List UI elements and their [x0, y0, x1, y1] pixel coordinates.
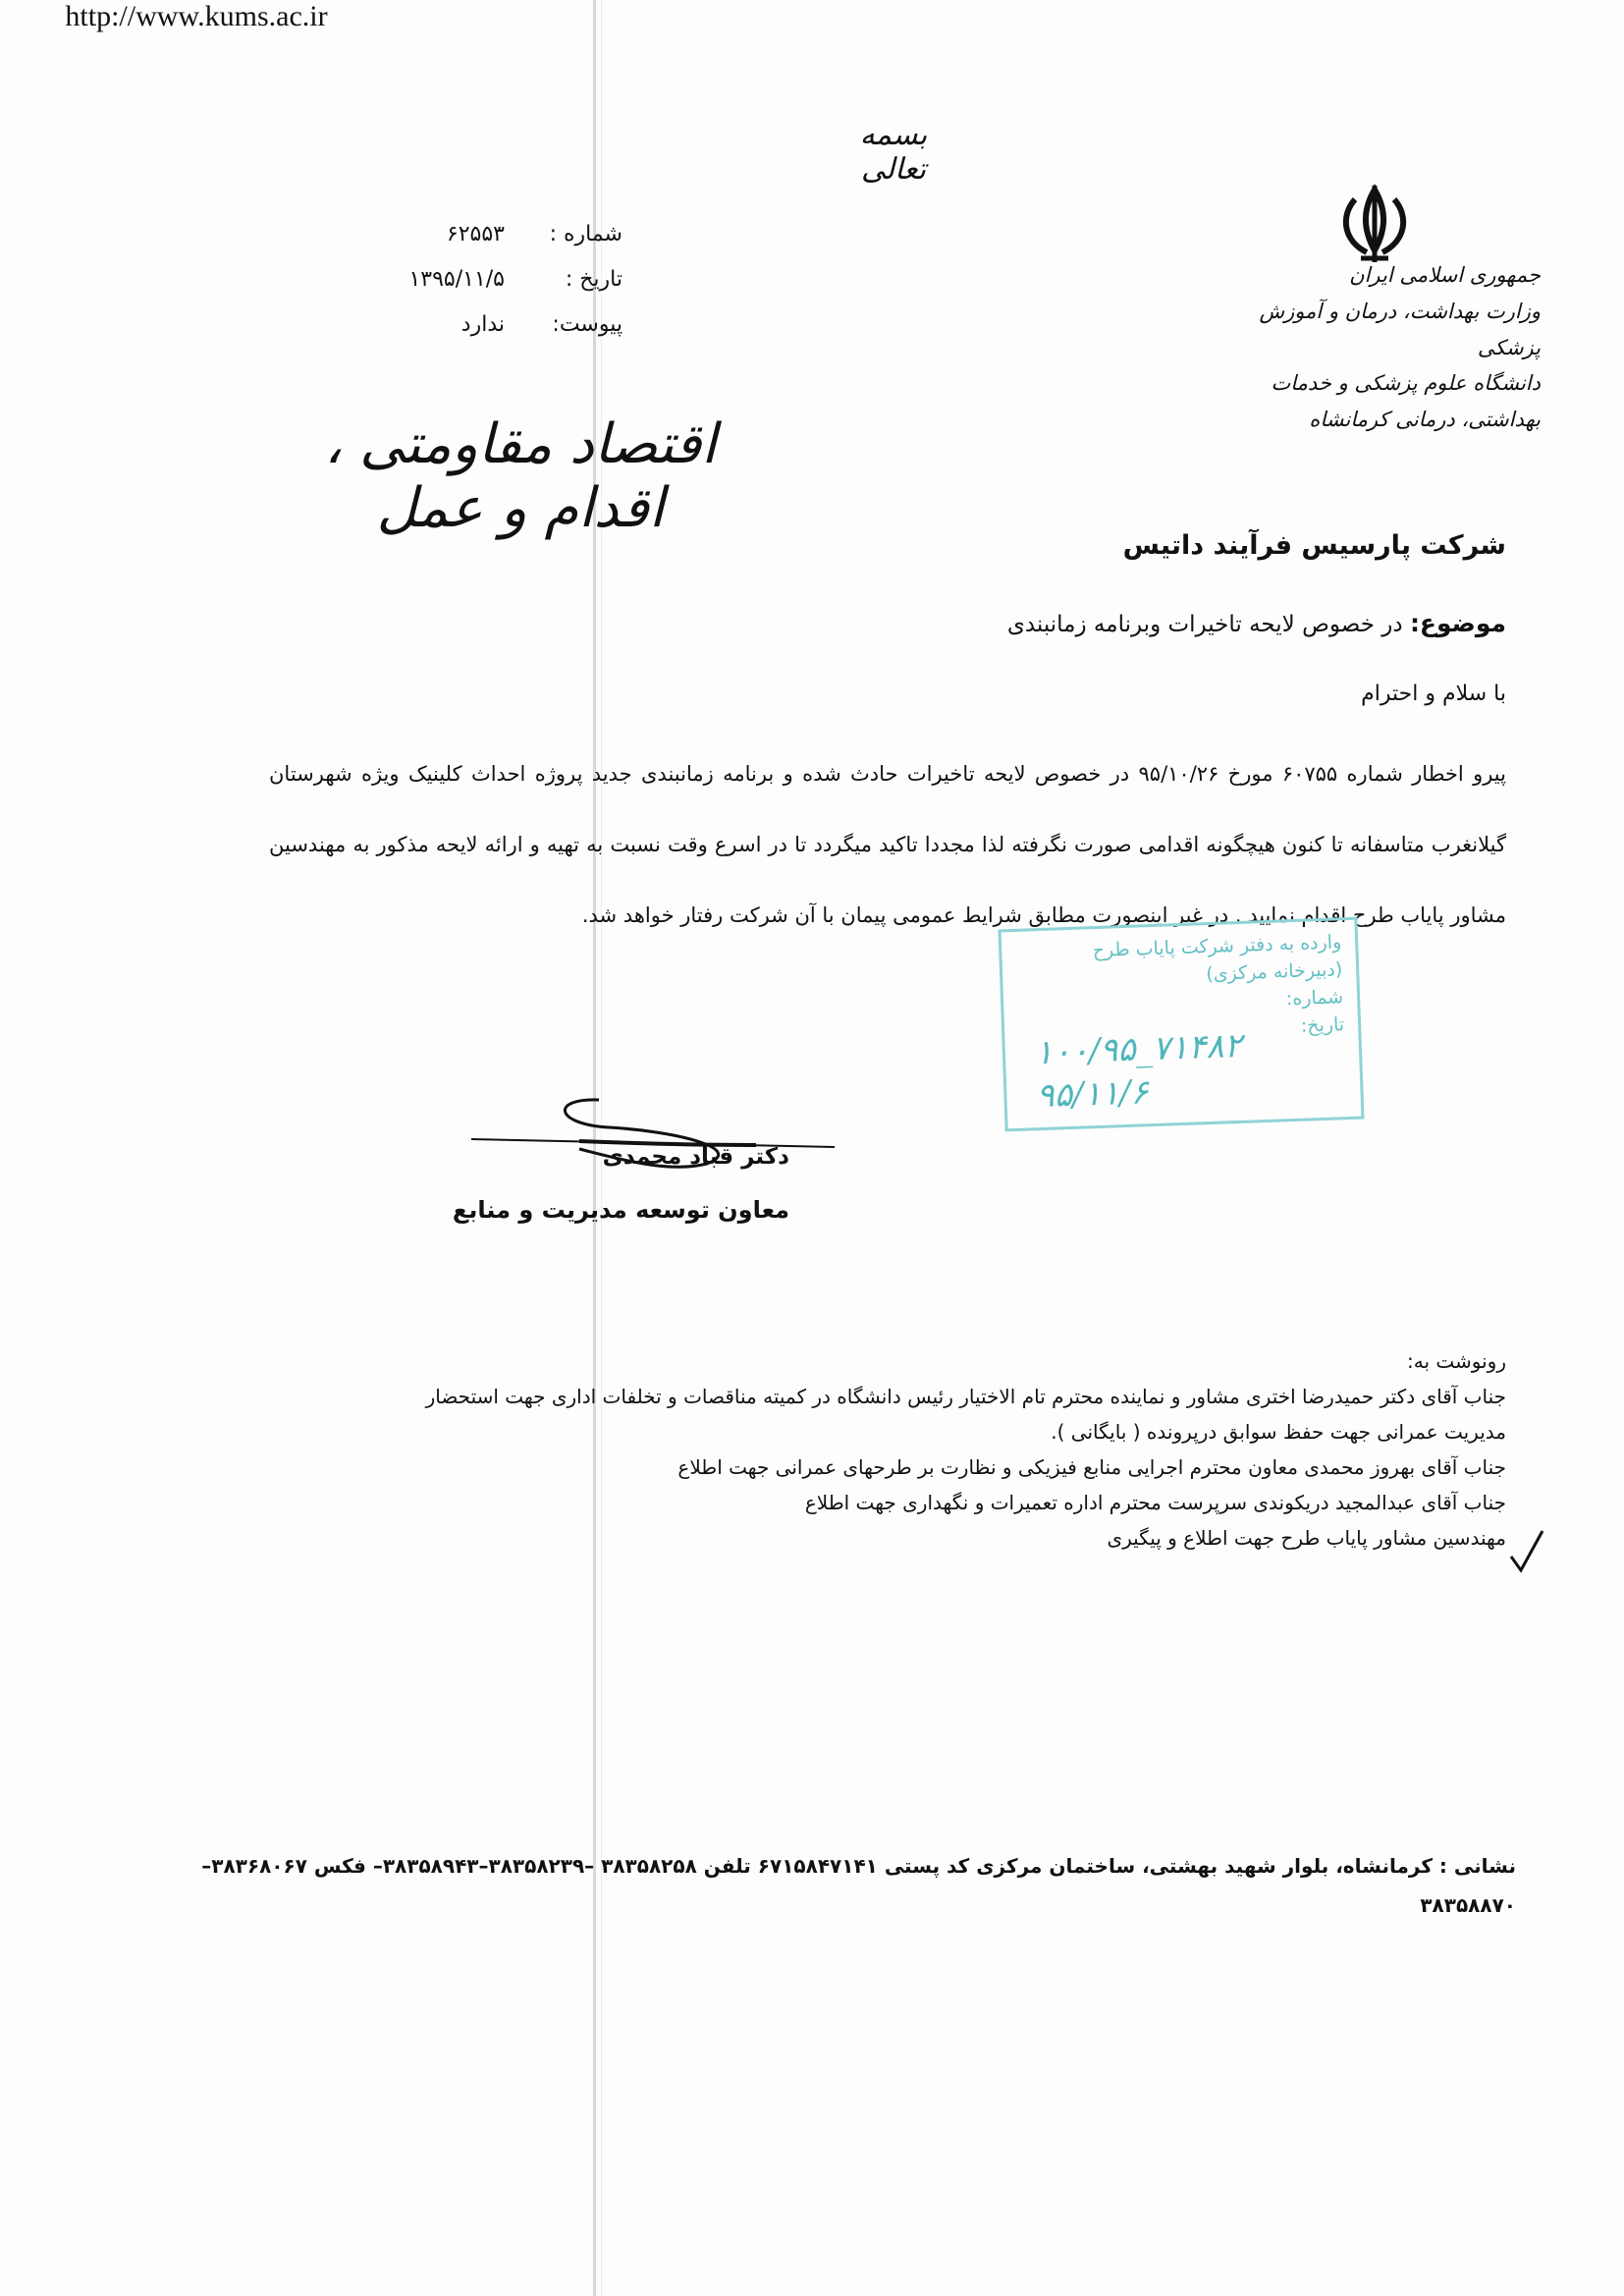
greeting: با سلام و احترام [1361, 682, 1506, 706]
signatory-name: دکتر قباد محمدی [602, 1144, 789, 1170]
address-line: ۳۸۳۵۸۸۷۰ [1420, 1893, 1516, 1917]
attachment-label: پیوست: [552, 312, 623, 337]
meta-number-row [289, 212, 623, 257]
cc-line: مهندسین مشاور پایاب طرح جهت اطلاع و پیگیری [1107, 1526, 1506, 1550]
stamp-line-office: وارده به دفتر شرکت پایاب طرح [1092, 931, 1342, 962]
cc-title: رونوشت به: [1407, 1349, 1506, 1373]
date-label: تاریخ : [565, 267, 623, 292]
university-logo-text [1217, 257, 1541, 438]
cc-line: مدیریت عمرانی جهت حفظ سوابق درپرونده ( بایگانی ). [1051, 1420, 1506, 1444]
subject-label: موضوع: [1409, 609, 1506, 637]
logo-line-ministry: وزارت بهداشت، درمان و آموزش پزشکی [1259, 299, 1541, 359]
meta-attachment-row [289, 302, 623, 348]
stamp-date: ۹۵/۱۱/۶ [1035, 1072, 1150, 1117]
stamp-line-number-label: شماره: [1285, 986, 1344, 1011]
letter-body: پیرو اخطار شماره ۶۰۷۵۵ مورخ ۹۵/۱۰/۲۶ در خصوص لایحه تاخیرات حادث شده و برنامه زمانبندی جدید پروژه احداث کلینیک ویژه شهرستان گیلانغرب متاسفانه تا کنون هیچگونه اقدامی صورت نگرفته لذا مجددا تاکید میگردد تا در اسرع وقت نسبت به تهیه و ارائه لایحه مذکور به مهندسین مشاور پایاب طرح اقدام نمایید . در غیر اینصورت مطابق شرایط عمومی پیمان با آن شرکت رفتار خواهد شد. [269, 762, 1506, 927]
number-label: شماره : [549, 222, 623, 246]
signature-icon [461, 1080, 835, 1188]
slogan: اقتصاد مقاومتی ، اقدام و عمل [324, 412, 717, 540]
subject-text: در خصوص لایحه تاخیرات وبرنامه زمانبندی [1006, 612, 1410, 637]
stamp-number: ۱۰۰/۹۵_۷۱۴۸۲ [1034, 1025, 1243, 1073]
cc-section [181, 1343, 1506, 1556]
cc-line: جناب آقای عبدالمجید دریکوندی سرپرست محترم اداره تعمیرات و نگهداری جهت اطلاع [804, 1491, 1506, 1514]
cc-line: جناب آقای بهروز محمدی معاون محترم اجرایی منابع فیزیکی و نظارت بر طرحهای عمرانی جهت اطلاع [677, 1455, 1506, 1479]
cc-line: جناب آقای دکتر حمیدرضا اختری مشاور و نماینده محترم تام الاختیار رئیس دانشگاه در کمیته مناقصات و تخلفات اداری جهت استحضار [425, 1385, 1506, 1408]
letter-meta [289, 212, 623, 348]
stamp-line-date-label: تاریخ: [1300, 1013, 1345, 1037]
attachment-value: ندارد [460, 312, 505, 337]
recipient: شرکت پارسیس فرآیند داتیس [1122, 530, 1506, 561]
subject-line [426, 609, 1506, 637]
logo-line-country: جمهوری اسلامی ایران [1349, 263, 1541, 287]
logo-line-university: دانشگاه علوم پزشکی و خدمات بهداشتی، درمانی کرمانشاه [1271, 371, 1541, 431]
footer-address [171, 1846, 1516, 1925]
meta-date-row [289, 257, 623, 302]
address-line: نشانی : کرمانشاه، بلوار شهید بهشتی، ساختمان مرکزی کد پستی ۶۷۱۵۸۴۷۱۴۱ تلفن ۳۸۳۵۸۲۵۸ –۳۸۳۵۸۲۳۹–۳۸۳۵۸۹۴۳– فکس ۳۸۳۶۸۰۶۷– [201, 1854, 1516, 1878]
basmala: بسمه تعالی [859, 118, 928, 187]
number-value: ۶۲۵۵۳ [446, 222, 505, 246]
website-link[interactable]: http://www.kums.ac.ir [65, 0, 328, 32]
checkmark-icon [1507, 1527, 1546, 1576]
stamp-handwritten [1034, 1021, 1331, 1118]
date-value: ۱۳۹۵/۱۱/۵ [408, 267, 505, 292]
received-stamp [999, 917, 1365, 1132]
signatory-position: معاون توسعه مدیریت و منابع [452, 1196, 789, 1224]
stamp-line-secretariat: (دبیرخانه مرکزی) [1205, 958, 1343, 986]
